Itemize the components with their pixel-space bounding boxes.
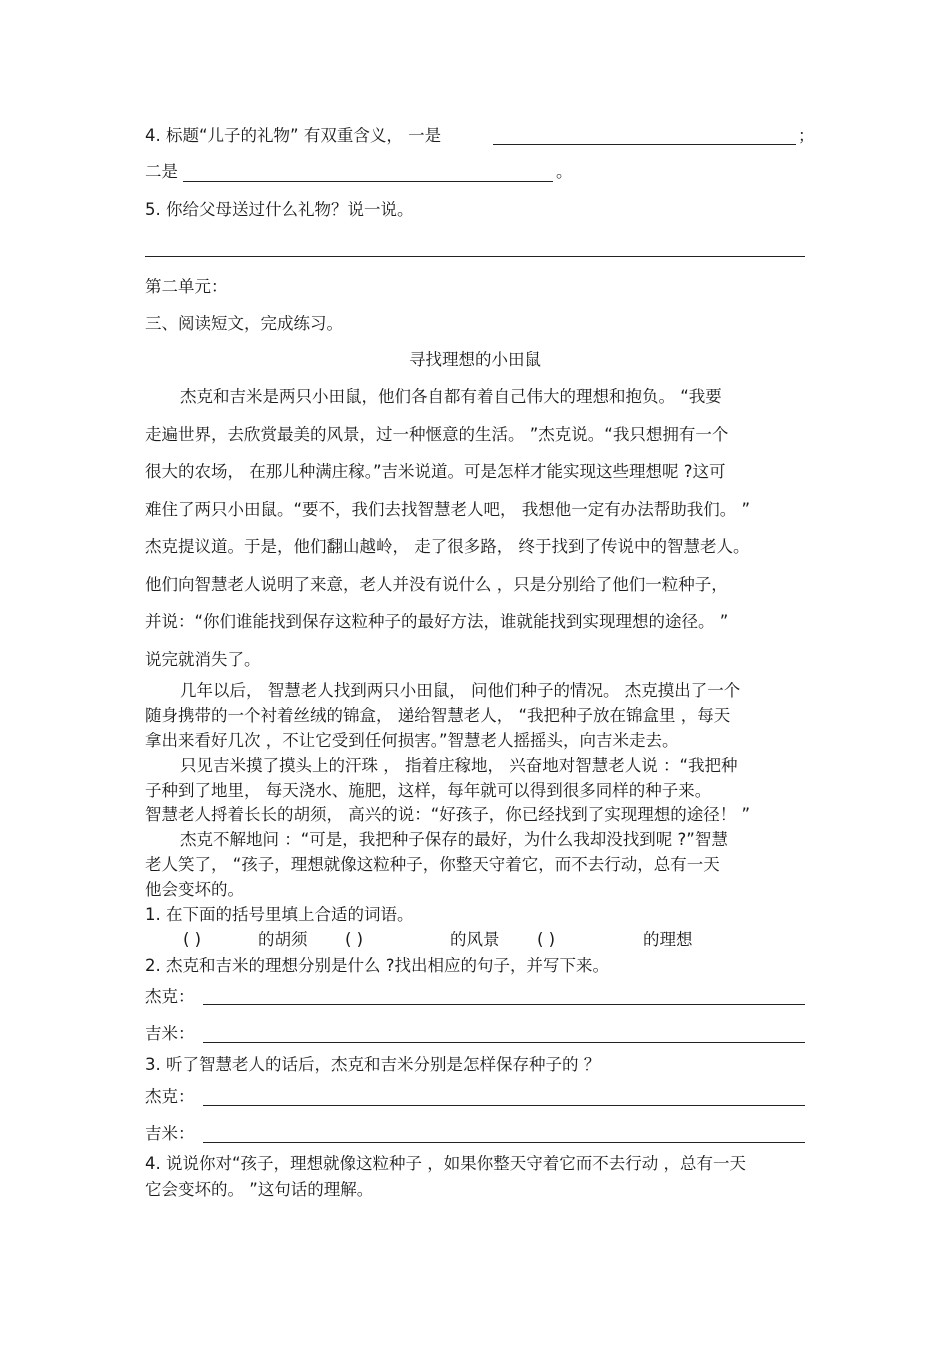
q2-jack-answer-blank[interactable] (203, 1004, 805, 1005)
question-3: 3. 听了智慧老人的话后，杰克和吉米分别是怎样保存种子的 ？ (145, 1055, 601, 1074)
q1-item-text: 的理想 (643, 930, 693, 949)
story-line: 只见吉米摸了摸头上的汗珠 ， 指着庄稼地， 兴奋地对智慧老人说 ：“我把种 (180, 756, 738, 775)
story-line: 老人笑了， “孩子，理想就像这粒种子，你整天守着它，而不去行动，总有一天 (145, 855, 720, 874)
q1-blank-paren[interactable]: ( ) (537, 930, 556, 949)
label-jack: 杰克： (145, 1087, 195, 1106)
q4-prompt-part2: 二是 (145, 162, 178, 181)
q5-answer-blank[interactable] (145, 256, 805, 257)
q1-item-text: 的胡须 (258, 930, 308, 949)
q4-answer-blank-2[interactable] (183, 181, 553, 182)
q3-jack-answer-blank[interactable] (203, 1105, 805, 1106)
q4-answer-blank-1[interactable] (493, 144, 796, 145)
story-line: 很大的农场， 在那儿种满庄稼。”吉米说道。可是怎样才能实现这些理想呢 ?这可 (145, 462, 726, 481)
story-line: 说完就消失了。 (145, 650, 261, 669)
q4-prompt-part1: 4. 标题“儿子的礼物” 有双重含义， 一是 (145, 126, 442, 145)
story-line: 杰克提议道。于是，他们翻山越岭， 走了很多路， 终于找到了传说中的智慧老人。 (145, 537, 750, 556)
question-2: 2. 杰克和吉米的理想分别是什么 ?找出相应的句子，并写下来。 (145, 956, 609, 975)
story-line: 他们向智慧老人说明了来意，老人并没有说什么 ，只是分别给了他们一粒种子， (145, 575, 728, 594)
q5-prompt: 5. 你给父母送过什么礼物？说一说。 (145, 200, 414, 219)
q4-semicolon: ； (798, 126, 815, 145)
story-line: 智慧老人捋着长长的胡须， 高兴的说：“好孩子，你已经找到了实现理想的途径！ ” (145, 805, 751, 824)
story-line: 杰克不解地问 ：“可是，我把种子保存的最好，为什么我却没找到呢 ?”智慧 (180, 830, 728, 849)
q2-jimmy-answer-blank[interactable] (203, 1042, 805, 1043)
story-line: 子种到了地里， 每天浇水、施肥，这样，每年就可以得到很多同样的种子来。 (145, 781, 712, 800)
story-line: 几年以后， 智慧老人找到两只小田鼠， 问他们种子的情况。 杰克摸出了一个 (180, 681, 741, 700)
q4-period: 。 (556, 162, 573, 181)
q1-blank-paren[interactable]: ( ) (345, 930, 364, 949)
question-4-line2: 它会变坏的。 ”这句话的理解。 (145, 1180, 374, 1199)
story-line: 并说：“你们谁能找到保存这粒种子的最好方法，谁就能找到实现理想的途径。 ” (145, 612, 729, 631)
story-line: 走遍世界，去欣赏最美的风景，过一种惬意的生活。 ”杰克说。“我只想拥有一个 (145, 425, 729, 444)
q1-item-text: 的风景 (450, 930, 500, 949)
story-line: 拿出来看好几次 ，不让它受到任何损害。”智慧老人摇摇头，向吉米走去。 (145, 731, 679, 750)
q3-jimmy-answer-blank[interactable] (203, 1142, 805, 1143)
story-title: 寻找理想的小田鼠 (409, 350, 541, 369)
label-jimmy: 吉米： (145, 1124, 195, 1143)
q1-blank-paren[interactable]: ( ) (183, 930, 202, 949)
question-4-line1: 4. 说说你对“孩子，理想就像这粒种子 ，如果你整天守着它而不去行动 ，总有一天 (145, 1154, 747, 1173)
story-line: 随身携带的一个衬着丝绒的锦盒， 递给智慧老人， “我把种子放在锦盒里 ，每天 (145, 706, 731, 725)
label-jimmy: 吉米： (145, 1024, 195, 1043)
story-line: 难住了两只小田鼠。“要不，我们去找智慧老人吧， 我想他一定有办法帮助我们。 ” (145, 500, 751, 519)
story-line: 杰克和吉米是两只小田鼠，他们各自都有着自己伟大的理想和抱负。 “我要 (180, 387, 722, 406)
task-heading: 三、阅读短文，完成练习。 (145, 314, 343, 333)
story-line: 他会变坏的。 (145, 880, 244, 899)
label-jack: 杰克： (145, 987, 195, 1006)
unit-heading: 第二单元： (145, 277, 228, 296)
question-1: 1. 在下面的括号里填上合适的词语。 (145, 905, 414, 924)
